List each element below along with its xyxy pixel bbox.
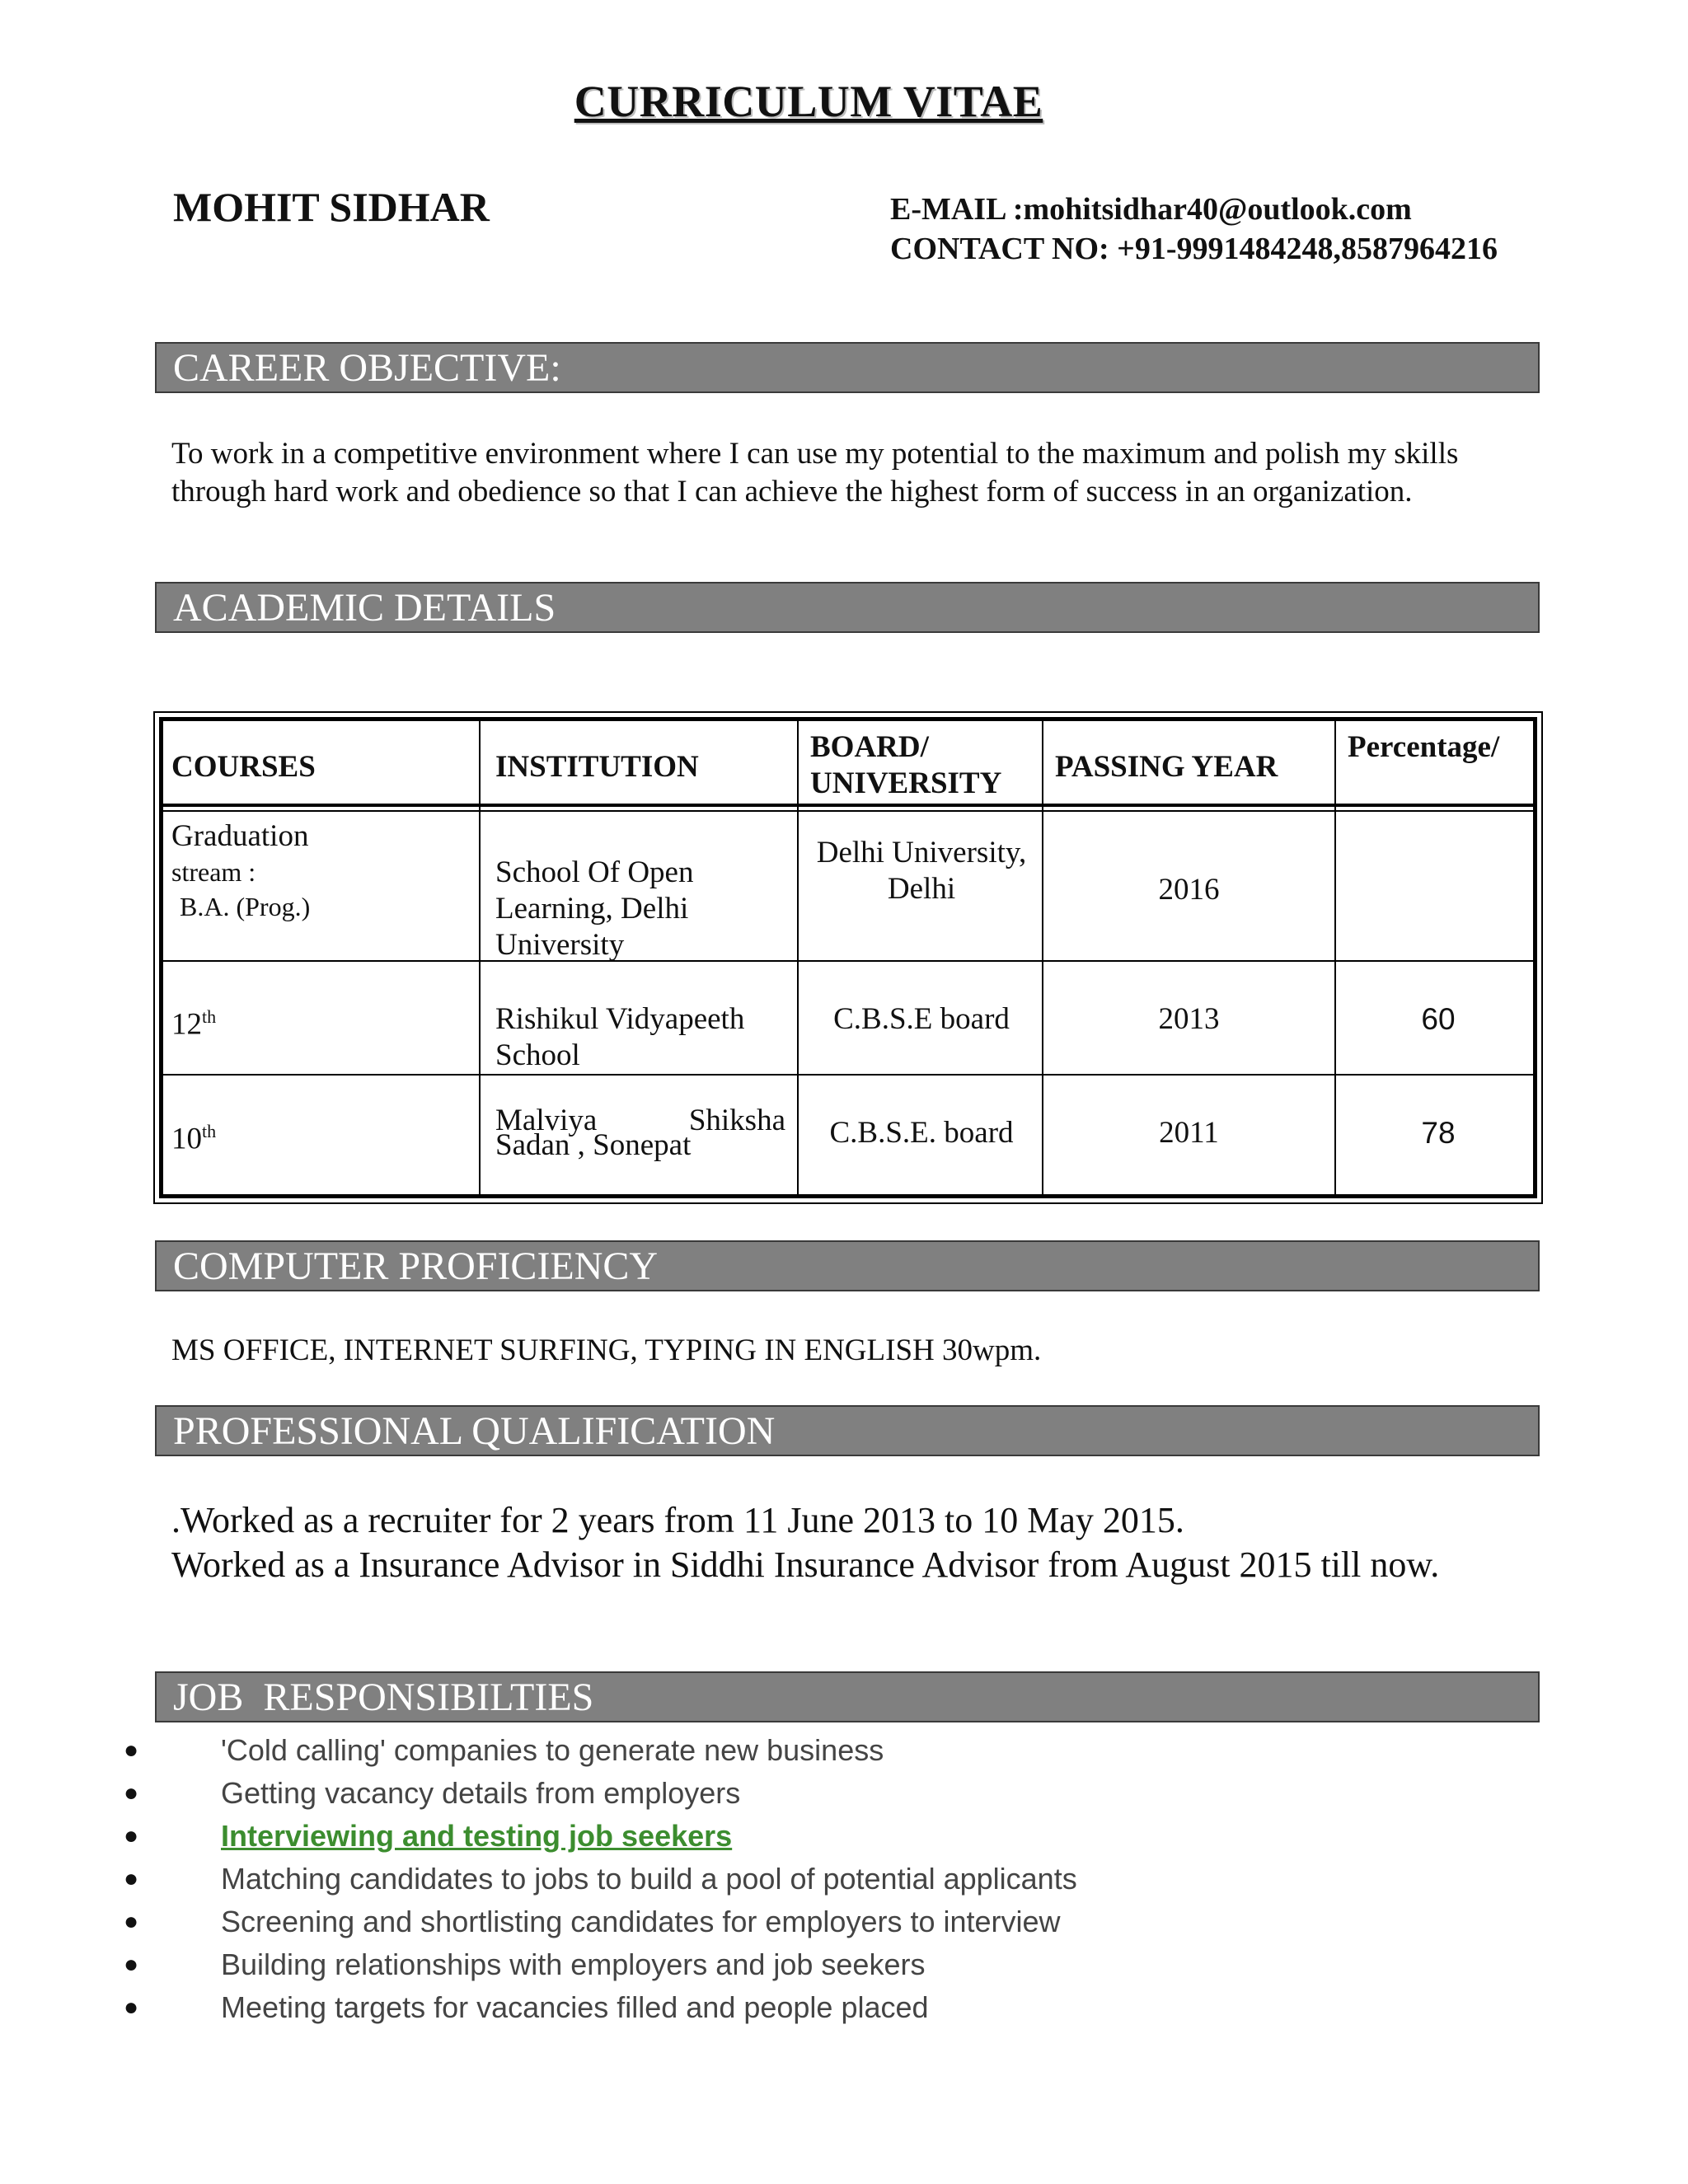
header-percentage: Percentage/	[1348, 730, 1500, 764]
row-10th-percentage: 78	[1421, 1116, 1456, 1150]
list-item	[115, 1943, 1517, 1986]
row-12th-board: C.B.S.E board	[833, 1002, 1010, 1036]
list-item-text: Meeting targets for vacancies filled and people placed	[221, 1990, 929, 2024]
list-item	[115, 1729, 1517, 1772]
institution-word: Malviya	[495, 1104, 598, 1137]
bullet-icon: ●	[124, 1908, 139, 1935]
academic-table	[153, 711, 1543, 1204]
bullet-icon: ●	[124, 1736, 139, 1764]
list-item-highlighted	[115, 1815, 1517, 1858]
row-10th-board: C.B.S.E. board	[829, 1116, 1014, 1150]
course-line: stream :	[171, 857, 256, 887]
course-line: B.A. (Prog.)	[180, 892, 311, 921]
list-item	[115, 1986, 1517, 2029]
table-row-divider	[163, 960, 1533, 962]
list-item	[115, 1772, 1517, 1815]
contact-line: CONTACT NO: +91-9991484248,8587964216	[890, 232, 1498, 266]
list-item-text: Screening and shortlisting candidates for employers to interview	[221, 1905, 1061, 1938]
document-title: CURRICULUM VITAE	[574, 77, 1043, 126]
bullet-icon: ●	[124, 1865, 139, 1892]
list-item	[115, 1900, 1517, 1943]
row-graduation-year: 2016	[1158, 873, 1220, 907]
row-graduation-board: Delhi University, Delhi	[816, 836, 1027, 906]
row-10th-course	[171, 1113, 216, 1157]
list-item-text: Building relationships with employers and job seekers	[221, 1947, 926, 1981]
section-heading-professional-qualification: PROFESSIONAL QUALIFICATION	[155, 1405, 1540, 1456]
institution-word: Shiksha	[688, 1104, 785, 1137]
qualification-line: .Worked as a recruiter for 2 years from 11 June 2013 to 10 May 2015.	[171, 1500, 1184, 1540]
row-10th-year: 2011	[1159, 1116, 1219, 1150]
row-12th-year: 2013	[1158, 1002, 1220, 1036]
table-column-divider	[1334, 721, 1336, 1194]
row-12th-percentage: 60	[1421, 1002, 1456, 1036]
row-12th-course	[171, 999, 216, 1043]
bullet-icon: ●	[124, 1951, 139, 1978]
list-item	[115, 1858, 1517, 1900]
table-column-divider	[479, 721, 481, 1194]
professional-qualification-text	[171, 1498, 1439, 1587]
bullet-icon: ●	[124, 1779, 139, 1807]
email-line: E-MAIL :mohitsidhar40@outlook.com	[890, 192, 1412, 227]
table-header-divider	[163, 804, 1533, 812]
row-10th-institution	[495, 1104, 785, 1162]
list-item-text: Getting vacancy details from employers	[221, 1776, 741, 1810]
course-line: Graduation	[171, 819, 309, 853]
list-item-text: Matching candidates to jobs to build a pool of potential applicants	[221, 1862, 1077, 1896]
row-graduation-institution: School Of Open Learning, Delhi University	[495, 855, 694, 962]
section-heading-job-responsibilities	[155, 1671, 1540, 1722]
header-passing-year: PASSING YEAR	[1055, 750, 1278, 784]
header-board-line1: BOARD/	[810, 730, 929, 764]
table-column-divider	[797, 721, 799, 1194]
row-12th-institution: Rishikul Vidyapeeth School	[495, 1002, 745, 1072]
course-number: 10	[171, 1122, 202, 1156]
bullet-icon: ●	[124, 1822, 139, 1849]
list-item-text: Interviewing and testing job seekers	[221, 1819, 733, 1853]
institution-line: Sadan , Sonepat	[495, 1128, 692, 1162]
header-board-line2: UNIVERSITY	[810, 766, 1002, 800]
course-superscript: th	[202, 1006, 217, 1027]
header-courses: COURSES	[171, 750, 316, 784]
course-number: 12	[171, 1007, 202, 1042]
table-row-divider	[163, 1074, 1533, 1076]
candidate-name: MOHIT SIDHAR	[173, 184, 490, 230]
list-item-text: 'Cold calling' companies to generate new business	[221, 1733, 884, 1767]
computer-proficiency-text: MS OFFICE, INTERNET SURFING, TYPING IN ENGLISH 30wpm.	[171, 1333, 1042, 1367]
section-heading-academic-details: ACADEMIC DETAILS	[155, 582, 1540, 633]
row-graduation-course	[171, 818, 310, 924]
header-institution: INSTITUTION	[495, 750, 699, 784]
course-superscript: th	[202, 1121, 217, 1141]
table-column-divider	[1042, 721, 1043, 1194]
header-board	[810, 729, 1001, 802]
section-heading-computer-proficiency: COMPUTER PROFICIENCY	[155, 1240, 1540, 1291]
section-heading-career-objective: CAREER OBJECTIVE:	[155, 342, 1540, 393]
academic-table-grid	[159, 717, 1537, 1198]
qualification-line: Worked as a Insurance Advisor in Siddhi Insurance Advisor from August 2015 till now.	[171, 1544, 1440, 1585]
bullet-icon: ●	[124, 1994, 139, 2021]
section-heading-text: JOB RESPONSIBILTIES	[173, 1675, 594, 1719]
career-objective-text: To work in a competitive environment where I can use my potential to the maximum and polish my skills through hard work and obedience so that I can achieve the highest form of success in an organization.	[171, 437, 1459, 509]
responsibilities-list	[115, 1729, 1517, 2029]
